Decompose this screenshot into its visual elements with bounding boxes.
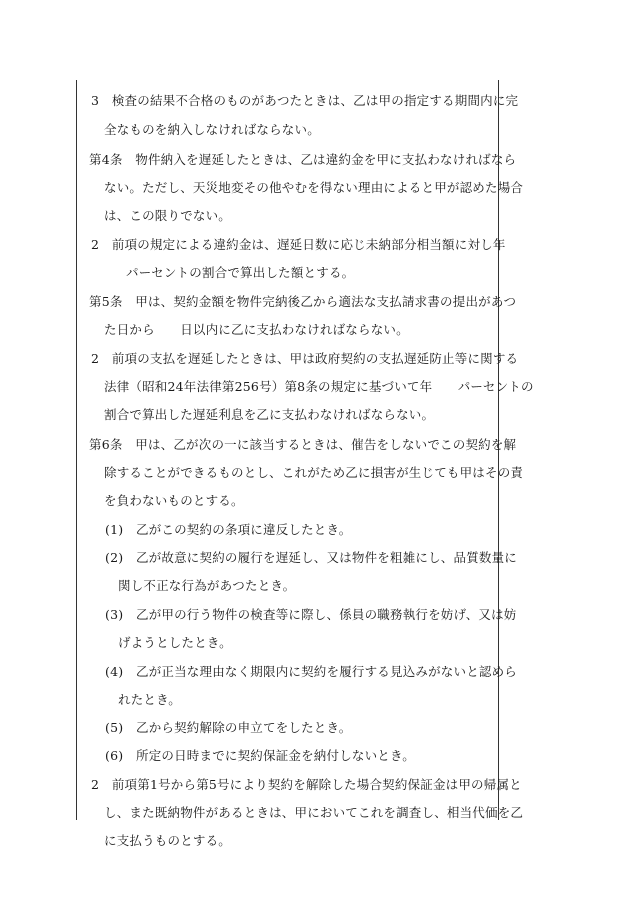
article-6-para-2-line-3: に支払うものとする。 bbox=[104, 833, 232, 848]
clause-3-line-1: 3 検査の結果不合格のものがあつたときは、乙は甲の指定する期間内に完 bbox=[91, 93, 519, 108]
clause-3-line-2: 全なものを納入しなければならない。 bbox=[104, 122, 320, 137]
item-3-line-2: げようとしたとき。 bbox=[118, 635, 232, 650]
article-5-line-1: 第5条 甲は、契約金額を物件完納後乙から適法な支払請求書の提出があつ bbox=[89, 294, 517, 309]
item-1-line-1: (1) 乙がこの契約の条項に違反したとき。 bbox=[105, 522, 352, 537]
item-4-line-1: (4) 乙が正当な理由なく期限内に契約を履行する見込みがないと認めら bbox=[105, 664, 518, 679]
article-5-para-2-line-2: 法律（昭和24年法律第256号）第8条の規定に基づいて年 パーセントの bbox=[104, 379, 534, 394]
article-5-line-2: た日から 日以内に乙に支払わなければならない。 bbox=[104, 322, 409, 337]
item-6-line-1: (6) 所定の日時までに契約保証金を納付しないとき。 bbox=[105, 748, 415, 763]
item-2-line-1: (2) 乙が故意に契約の履行を遅延し、又は物件を粗雑にし、品質数量に bbox=[105, 550, 518, 565]
article-6-para-2-line-2: し、また既納物件があるときは、甲においてこれを調査し、相当代価を乙 bbox=[104, 805, 524, 820]
article-6-para-2-line-1: 2 前項第1号から第5号により契約を解除した場合契約保証金は甲の帰属と bbox=[91, 777, 522, 792]
article-4-line-3: は、この限りでない。 bbox=[104, 208, 232, 223]
article-4-para-2-line-2: パーセントの割合で算出した額とする。 bbox=[126, 265, 355, 280]
article-6-line-2: 除することができるものとし、これがため乙に損害が生じても甲はその責 bbox=[104, 465, 524, 480]
article-4-line-2: ない。ただし、天災地変その他やむを得ない理由によると甲が認めた場合 bbox=[104, 180, 524, 195]
item-4-line-2: れたとき。 bbox=[118, 692, 182, 707]
article-6-line-1: 第6条 甲は、乙が次の一に該当するときは、催告をしないでこの契約を解 bbox=[89, 437, 517, 452]
article-4-line-1: 第4条 物件納入を遅延したときは、乙は違約金を甲に支払わなければなら bbox=[89, 152, 517, 167]
article-6-line-3: を負わないものとする。 bbox=[104, 493, 244, 508]
article-4-para-2-line-1: 2 前項の規定による違約金は、遅延日数に応じ未納部分相当額に対し年 bbox=[91, 237, 506, 252]
left-border-rule bbox=[76, 80, 77, 820]
item-3-line-1: (3) 乙が甲の行う物件の検査等に際し、係員の職務執行を妨げ、又は妨 bbox=[105, 607, 517, 622]
article-5-para-2-line-3: 割合で算出した遅延利息を乙に支払わなければならない。 bbox=[104, 407, 435, 422]
item-5-line-1: (5) 乙から契約解除の申立てをしたとき。 bbox=[105, 720, 352, 735]
item-2-line-2: 関し不正な行為があつたとき。 bbox=[118, 578, 296, 593]
article-5-para-2-line-1: 2 前項の支払を遅延したときは、甲は政府契約の支払遅延防止等に関する bbox=[91, 351, 519, 366]
